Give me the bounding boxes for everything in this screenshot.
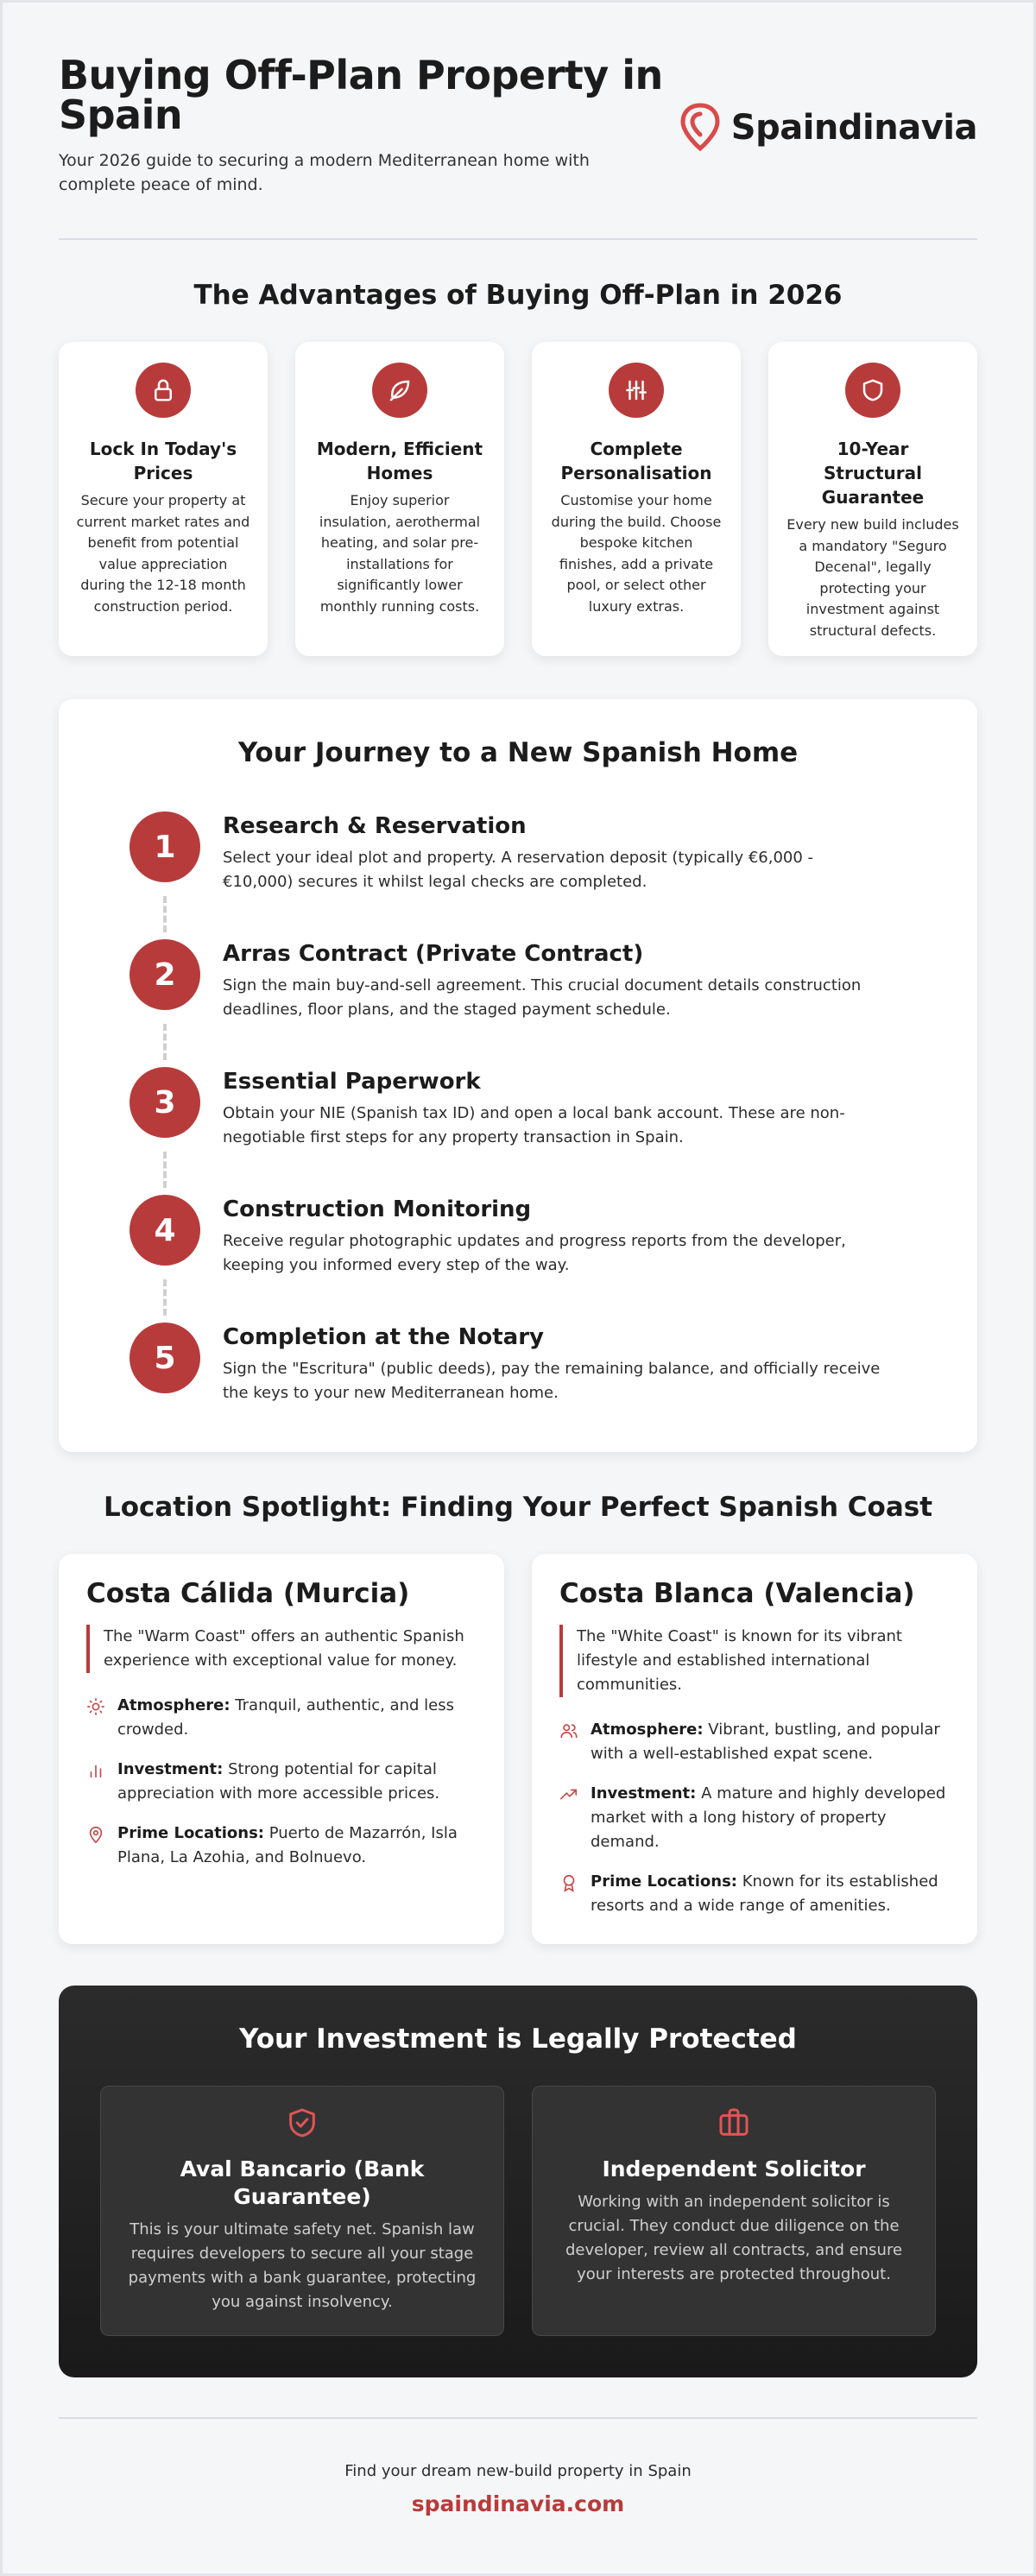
advantage-card-guarantee: [768, 342, 977, 656]
users-icon: [559, 1721, 578, 1740]
step-title: Research & Reservation: [223, 813, 527, 839]
journey-step: [130, 1195, 872, 1316]
brand-name: Spaindinavia: [730, 108, 977, 148]
detail-label: Investment:: [591, 1784, 697, 1803]
briefcase-icon: [717, 2106, 751, 2140]
advantage-text: Every new build includes a mandatory "Seguro Decenal", legally protecting your investment against structural defects.: [786, 516, 959, 639]
sun-icon: [86, 1697, 105, 1716]
location-detail: [86, 1694, 477, 1742]
detail-text: Tranquil, authentic, and less crowded.: [117, 1696, 454, 1739]
step-number: 5: [130, 1323, 200, 1393]
shield-icon: [845, 363, 900, 418]
detail-text: Strong potential for capital appreciation with more accessible prices.: [117, 1760, 440, 1803]
detail-text: Vibrant, bustling, and popular with a well-established expat scene.: [591, 1720, 940, 1763]
location-detail: [559, 1718, 950, 1766]
location-detail: [559, 1782, 950, 1854]
step-number: 1: [130, 811, 200, 882]
lock-icon: [136, 363, 191, 418]
location-title: Costa Cálida (Murcia): [86, 1578, 410, 1609]
brand-logo[interactable]: [678, 102, 977, 154]
step-text: Sign the "Escritura" (public deeds), pay the remaining balance, and officially receive the keys to your new Mediterranean home.: [223, 1360, 881, 1402]
location-quote: The "Warm Coast" offers an authentic Spanish experience with exceptional value for money.: [86, 1625, 477, 1673]
protection-card-title: Independent Solicitor: [602, 2156, 866, 2181]
leaf-icon: [372, 363, 427, 418]
step-connector: [163, 1024, 167, 1060]
advantage-text: Secure your property at current market rates and benefit from potential value appreciation during the 12-18 month construction period.: [76, 492, 250, 615]
advantages-grid: [59, 342, 977, 656]
advantages-heading: The Advantages of Buying Off-Plan in 2026: [193, 280, 843, 311]
detail-text: Puerto de Mazarrón, Isla Plana, La Azohia, and Bolnuevo.: [117, 1824, 458, 1866]
step-text: Select your ideal plot and property. A reservation deposit (typically €6,000 - €10,000) secures it whilst legal checks are completed.: [223, 849, 814, 891]
step-title: Completion at the Notary: [223, 1324, 544, 1350]
step-connector: [163, 1279, 167, 1316]
step-connector: [163, 1152, 167, 1188]
detail-text: A mature and highly developed market with a long history of property demand.: [591, 1784, 946, 1851]
advantage-title: Modern, Efficient Homes: [316, 439, 483, 483]
advantage-title: Complete Personalisation: [560, 439, 712, 483]
advantage-card-efficient: [295, 342, 504, 656]
protection-card-bank-guarantee: [100, 2086, 504, 2336]
location-title: Costa Blanca (Valencia): [559, 1578, 915, 1609]
detail-text: Known for its established resorts and a wide range of amenities.: [591, 1872, 938, 1915]
step-text: Sign the main buy-and-sell agreement. This crucial document details construction deadlines, floor plans, and the staged payment schedule.: [223, 976, 862, 1019]
page-header: [59, 52, 977, 202]
location-detail: [86, 1758, 477, 1806]
step-number: 2: [130, 939, 200, 1010]
journey-step: [130, 1067, 872, 1188]
location-card-costa-blanca: [532, 1554, 977, 1944]
award-icon: [559, 1873, 578, 1892]
step-number: 4: [130, 1195, 200, 1266]
advantage-card-prices: [59, 342, 268, 656]
footer-tagline: Find your dream new-build property in Spain: [344, 2462, 692, 2480]
map-pin-icon: [86, 1825, 105, 1844]
advantage-card-personalisation: [532, 342, 741, 656]
location-quote: The "White Coast" is known for its vibrant lifestyle and established international communities.: [559, 1625, 950, 1697]
step-title: Arras Contract (Private Contract): [223, 941, 644, 967]
journey-heading: Your Journey to a New Spanish Home: [237, 737, 799, 768]
page-title: Buying Off-Plan Property in Spain: [59, 52, 663, 138]
step-number: 3: [130, 1067, 200, 1138]
protection-card-text: This is your ultimate safety net. Spanish law requires developers to secure all your stage payments with a bank guarantee, protecting you against insolvency.: [128, 2220, 477, 2311]
journey-card: [59, 699, 977, 1452]
footer-website-link[interactable]: spaindinavia.com: [411, 2491, 625, 2516]
location-detail: [86, 1822, 477, 1870]
detail-label: Investment:: [117, 1760, 224, 1778]
detail-label: Prime Locations:: [117, 1824, 264, 1842]
sliders-icon: [609, 363, 664, 418]
locations-heading: Location Spotlight: Finding Your Perfect Spanish Coast: [103, 1492, 933, 1523]
advantage-text: Enjoy superior insulation, aerothermal heating, and solar pre-installations for significantly lower monthly running costs.: [319, 492, 481, 615]
shield-check-icon: [285, 2106, 319, 2140]
step-title: Construction Monitoring: [223, 1196, 532, 1222]
advantage-title: 10-Year Structural Guarantee: [821, 439, 925, 508]
step-title: Essential Paperwork: [223, 1069, 481, 1095]
locations-grid: [59, 1554, 977, 1944]
step-text: Receive regular photographic updates and progress reports from the developer, keeping you informed every step of the way.: [223, 1232, 846, 1274]
advantage-title: Lock In Today's Prices: [89, 439, 237, 483]
journey-step: [130, 811, 872, 932]
advantage-text: Customise your home during the build. Choose bespoke kitchen finishes, add a private pool, or select other luxury extras.: [551, 492, 722, 615]
protection-card-text: Working with an independent solicitor is crucial. They conduct due diligence on the developer, review all contracts, and ensure your interests are protected throughout.: [565, 2193, 903, 2283]
journey-step: [130, 1323, 881, 1417]
journey-step: [130, 939, 872, 1060]
bar-chart-icon: [86, 1761, 105, 1780]
trending-up-icon: [559, 1785, 578, 1804]
protection-card-solicitor: [532, 2086, 936, 2336]
step-text: Obtain your NIE (Spanish tax ID) and open a local bank account. These are non-negotiable first steps for any property transaction in Spain.: [223, 1104, 845, 1146]
protection-panel: [59, 1986, 977, 2377]
detail-label: Atmosphere:: [117, 1696, 231, 1714]
protection-heading: Your Investment is Legally Protected: [239, 2024, 797, 2055]
map-pin-icon: [678, 102, 723, 154]
detail-label: Atmosphere:: [591, 1720, 704, 1739]
header-divider: [59, 238, 977, 240]
protection-card-title: Aval Bancario (Bank Guarantee): [180, 2156, 425, 2209]
page-subtitle: Your 2026 guide to securing a modern Mediterranean home with complete peace of mind.: [59, 151, 590, 194]
location-detail: [559, 1870, 950, 1918]
detail-label: Prime Locations:: [591, 1872, 737, 1891]
footer-divider: [59, 2417, 977, 2419]
step-connector: [163, 896, 167, 932]
location-card-costa-calida: [59, 1554, 504, 1944]
